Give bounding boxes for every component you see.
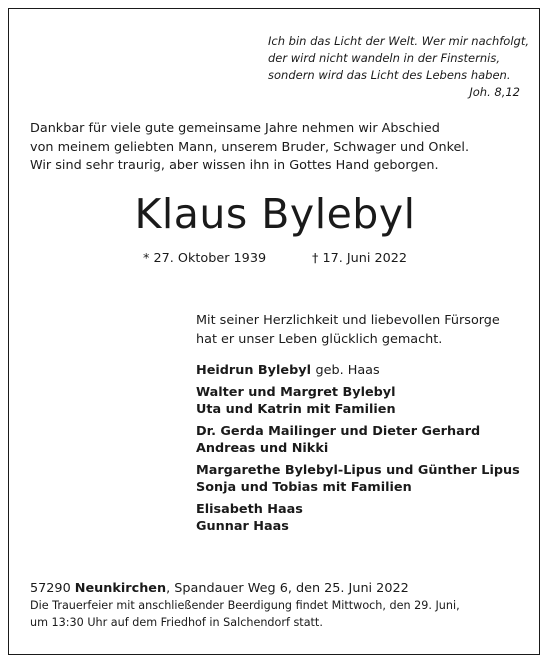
tribute-line: Mit seiner Herzlichkeit und liebevollen Fürsorge xyxy=(196,313,500,328)
mourner-line: Dr. Gerda Mailinger und Dieter Gerhard xyxy=(196,423,481,439)
service-line: um 13:30 Uhr auf dem Friedhof in Salchendorf statt. xyxy=(30,615,323,629)
postal-code: 57290 xyxy=(30,581,71,596)
quote-line: der wird nicht wandeln in der Finsternis, xyxy=(268,51,500,65)
mourner-line: Gunnar Haas xyxy=(196,519,289,534)
mourner-line: Sonja und Tobias mit Familien xyxy=(196,480,412,495)
mourner-line: Elisabeth Haas xyxy=(196,501,303,517)
intro-line: von meinem geliebten Mann, unserem Bruder, Schwager und Onkel. xyxy=(30,139,470,155)
deceased-name: Klaus Bylebyl xyxy=(134,190,416,238)
intro-text xyxy=(30,120,530,176)
intro-line: Wir sind sehr traurig, aber wissen ihn in Gottes Hand geborgen. xyxy=(30,158,439,173)
footer xyxy=(30,580,535,631)
tribute-line: hat er unser Leben glücklich gemacht. xyxy=(196,331,443,347)
mourner-group xyxy=(196,462,536,497)
place-and-date xyxy=(30,580,535,598)
mourner-group xyxy=(196,423,536,458)
city-name: Neunkirchen xyxy=(74,581,167,596)
spouse-maiden-name: geb. Haas xyxy=(315,363,380,378)
bible-quote xyxy=(268,33,529,101)
mourner-line: Andreas und Nikki xyxy=(196,441,329,456)
mourner-line: Uta und Katrin mit Familien xyxy=(196,402,396,417)
mourner-line: Walter und Margret Bylebyl xyxy=(196,384,396,400)
birth-date: * 27. Oktober 1939 xyxy=(143,251,267,266)
quote-reference: Joh. 8,12 xyxy=(469,85,520,99)
spouse-name: Heidrun Bylebyl xyxy=(196,363,311,378)
mourner-spouse xyxy=(196,362,536,380)
mourners-list xyxy=(196,362,536,540)
mourner-group xyxy=(196,384,536,419)
mourner-group xyxy=(196,501,536,536)
service-line: Die Trauerfeier mit anschließender Beerdigung findet Mittwoch, den 29. Juni, xyxy=(30,599,460,612)
address-date: , Spandauer Weg 6, den 25. Juni 2022 xyxy=(166,581,409,596)
tribute-text xyxy=(196,312,536,349)
mourner-line: Margarethe Bylebyl-Lipus und Günther Lipus xyxy=(196,462,520,478)
quote-line: sondern wird das Licht des Lebens haben. xyxy=(268,68,511,82)
quote-line: Ich bin das Licht der Welt. Wer mir nachfolgt, xyxy=(268,34,529,48)
intro-line: Dankbar für viele gute gemeinsame Jahre nehmen wir Abschied xyxy=(30,121,440,136)
death-date: † 17. Juni 2022 xyxy=(312,251,408,266)
mourner-group xyxy=(196,362,536,380)
